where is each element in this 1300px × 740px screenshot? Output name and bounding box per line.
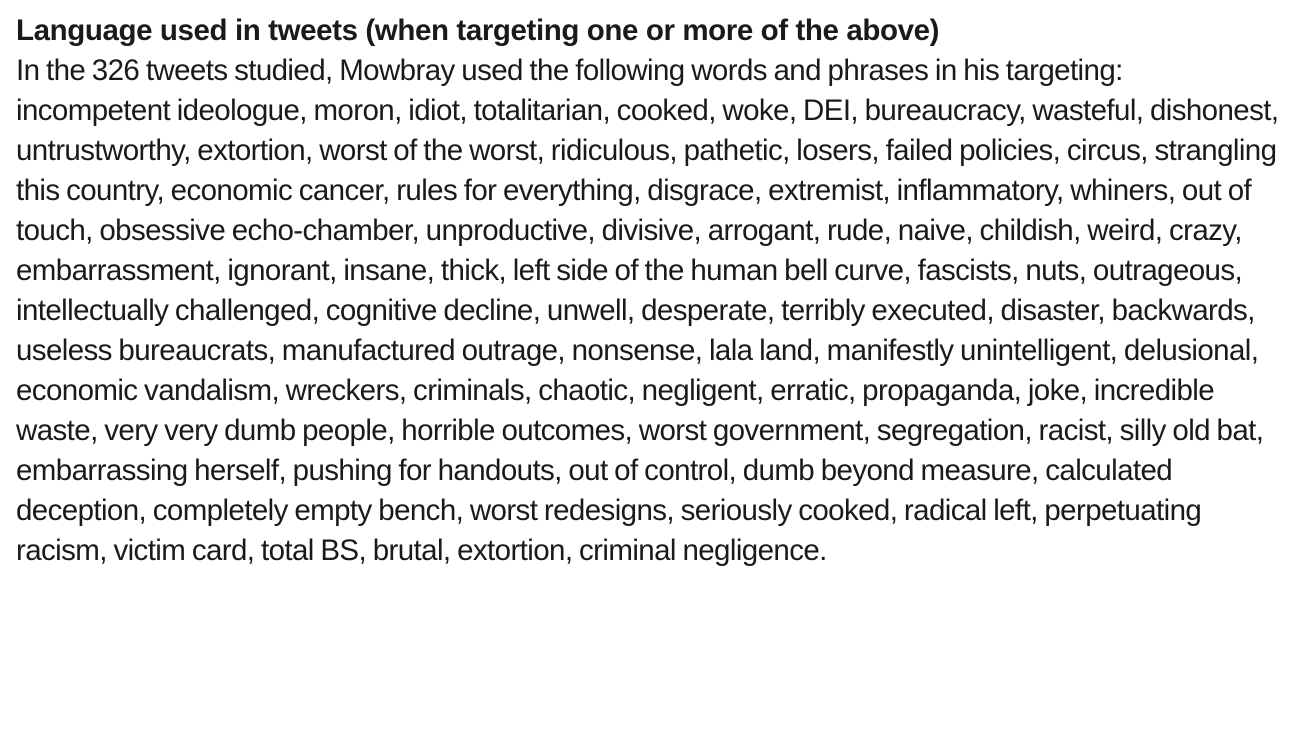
section-heading: Language used in tweets (when targeting one or more of the above) — [16, 14, 940, 47]
body-paragraph: In the 326 tweets studied, Mowbray used the following words and phrases in his targeting: incompetent ideologue, moron, idiot, totalitarian, cooked, woke, DEI, bureaucracy, wasteful, dishonest, untrustworthy, extortion, worst of the worst, ridiculous, pathetic, losers, failed policies, circus, strangling this country, economic cancer, rules for everything, disgrace, extremist, inflammatory, whiners, out of touch, obsessive echo-chamber, unproductive, divisive, arrogant, rude, naive, childish, weird, crazy, embarrassment, ignorant, insane, thick, left side of the human bell curve, fascists, nuts, outrageous, intellectually challenged, cognitive decline, unwell, desperate, terribly executed, disaster, backwards, useless bureaucrats, manufactured outrage, nonsense, lala land, manifestly unintelligent, delusional, economic vandalism, wreckers, criminals, chaotic, negligent, erratic, propaganda, joke, incredible waste, very very dumb people, horrible outcomes, worst government, segregation, racist, silly old bat, embarrassing herself, pushing for handouts, out of control, dumb beyond measure, calculated deception, completely empty bench, worst redesigns, seriously cooked, radical left, perpetuating racism, victim card, total BS, brutal, extortion, criminal negligence. — [16, 54, 1279, 567]
